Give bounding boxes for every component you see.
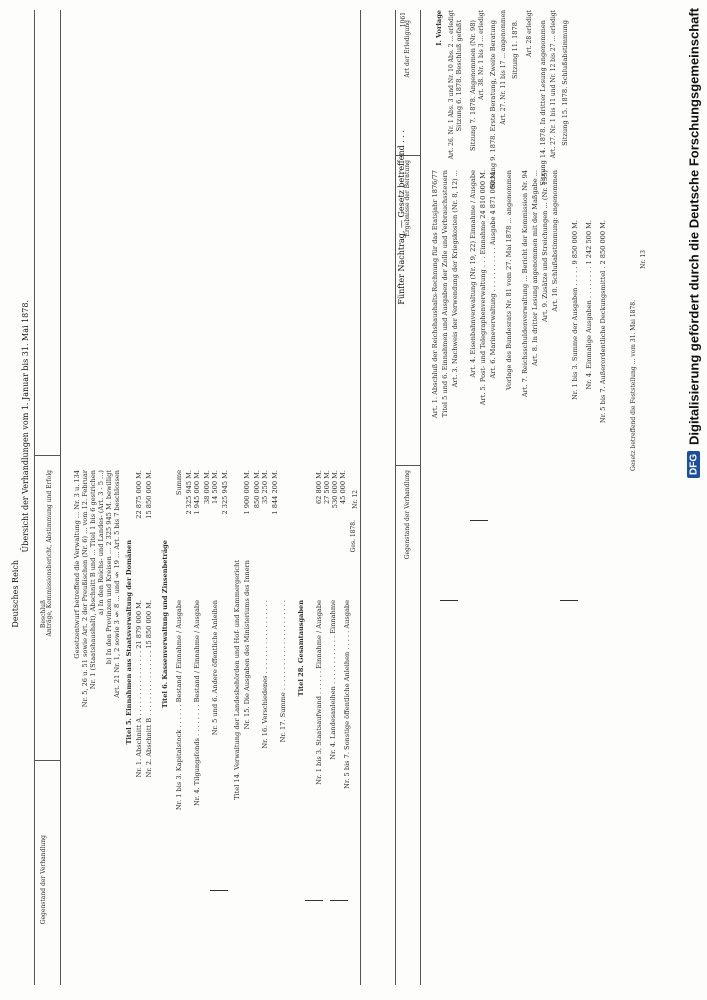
dfg-watermark — [683, 8, 705, 968]
right-line-2: Titel 5 und 6. Einnahmen und Ausgaben der Zolle und Verbrauchssteuern — [441, 170, 449, 418]
right-result: Sitzung 7. 1878. Angenommen (Nr. 98) — [469, 20, 477, 151]
left-line-2: Nr. 5, 26 u. 51 sowie Art. 2 der Preußischen (Nr. 6) ... vom 12. Februar — [81, 470, 89, 708]
right-line-10: Art. 9. Zusätze und Streichungen ... (Nr. 135) — [541, 170, 549, 322]
left-line-9: Nr. 2. Abschnitt B . . . . . . . . . . . . . . . . 15 850 000 M. — [145, 600, 153, 778]
right-result: Sitzung 9. 1878. Erste Beratung, Zweite Beratung — [489, 20, 497, 189]
left-line-17: Nr. 17. Summe . . . . . . . . . . . . . . . . . . . . . . — [279, 600, 287, 743]
left-line-8: Nr. 1. Abschnitt A . . . . . . . . . . . . . . . . 21 879 000 M. — [135, 600, 143, 778]
right-line-8: Art. 7. Reichsschuldenverwaltung ... Bericht der Kommission Nr. 94 — [521, 170, 529, 398]
left-value: 1 900 000 M. — [243, 470, 251, 515]
left-col1-header: Gegenstand der Verhandlung — [40, 835, 47, 925]
left-col3-header: Anträge, Kommissionsbericht, Abstimmung und Erfolg — [46, 470, 53, 637]
rule-dash — [470, 520, 488, 521]
right-line-15: Gesetz betreffend die Feststellung ... vom 31. Mai 1878. — [630, 300, 637, 471]
right-col3-header: Art der Erledigung — [404, 20, 411, 78]
left-header-rule — [34, 455, 60, 456]
left-value: 62 800 M. — [315, 470, 323, 505]
right-header-line — [395, 10, 396, 985]
right-line-11: Art. 10. Schlußabstimmung: angenommen — [551, 170, 559, 312]
right-result: Sitzung 6. 1878. Beschluß gefaßt — [455, 20, 463, 132]
left-line-15: Nr. 15. Die Ausgaben des Ministeriums des Innern — [243, 560, 251, 730]
left-col2-header: Beschluß — [40, 600, 47, 629]
left-value: 35 250 M. — [261, 470, 269, 505]
rule-dash — [560, 600, 578, 601]
right-line-1: Art. 1. Abschluß der Reichshaushalts-Rechnung für das Etatsjahr 1876/77 — [431, 170, 439, 419]
left-value: 1 945 000 M. — [193, 470, 201, 515]
left-page-number: Nr. 12 — [352, 490, 359, 509]
left-value: 45 000 M. — [339, 470, 347, 505]
right-page-number-top: 1061 — [400, 12, 407, 28]
left-value: 14 500 M. — [211, 470, 219, 505]
left-line-20: Nr. 4. Landesanleihen . . . . . . . . . . . . Einnahme — [329, 600, 337, 760]
right-line-12: Nr. 1 bis 3. Summe der Ausgaben . . . . . 9 850 000 M. — [571, 220, 579, 400]
right-line-13: Nr. 4. Einmalige Ausgaben . . . . . . . . 1 242 500 M. — [585, 220, 593, 390]
left-line-19: Nr. 1 bis 3. Staatsaufwand . . . . . . Einnahme / Ausgabe — [315, 600, 323, 785]
left-value: 15 850 000 M. — [145, 470, 153, 519]
right-col1-header: Gegenstand der Verhandlung — [404, 470, 411, 560]
right-title: Fünfter Nachtrag. — Gesetz betreffend . . . — [397, 130, 406, 305]
left-title: Übersicht der Verhandlungen vom 1. Januar bis 31. Mai 1878. — [21, 300, 30, 553]
left-line-10: Titel 6. Kassenverwaltung und Zinsenbeträge — [161, 540, 169, 709]
right-result: Sitzung 15. 1878. Schlußabstimmung — [561, 20, 569, 146]
right-outcome: Art. 26. Nr. 1 Abs. 3 und Nr. 10 Abs. 2 ... erledigt — [448, 10, 455, 160]
left-line-16: Nr. 16. Verschiedenes . . . . . . . . . . . . . . . . . . — [261, 600, 269, 749]
left-line-5: b) In den Provinzen und Kreisen ... 2 325 945 M. bewilligt — [105, 470, 113, 665]
left-value: 22 875 000 M. — [135, 470, 143, 519]
left-line-11: Nr. 1 bis 3. Kapitalstock . . . . . . Bestand / Einnahme / Ausgabe — [175, 600, 183, 811]
left-value: 2 325 945 M. — [185, 470, 193, 515]
left-line-21: Nr. 5 bis 7. Sonstige öffentliche Anleihen . . . . . Ausgabe — [343, 600, 351, 789]
right-col2-header: Ergebnisse der Beratung — [404, 160, 411, 237]
left-line-7: Titel 5. Einnahmen aus Staatsverwaltung der Domänen — [125, 540, 133, 745]
right-outcome: I. Vorlage — [435, 10, 443, 46]
dfg-logo: DFG — [688, 451, 701, 478]
left-line-13: Nr. 5 und 6. Andere öffentliche Anleihen — [211, 600, 219, 736]
left-header-rule-2 — [34, 760, 60, 761]
left-country: Deutsches Reich — [11, 560, 20, 628]
right-outcome: Art. 27. Nr. 1 bis 11 und Nr. 12 bis 27 ... erledigt — [550, 10, 557, 159]
right-line-14: Nr. 5 bis 7. Außerordentliche Deckungsmittel . 2 850 000 M. — [599, 220, 607, 424]
left-value: 2 325 945 M. — [221, 470, 229, 515]
left-value: 27 500 M. — [323, 470, 331, 505]
left-line-12: Nr. 4. Tilgungsfonds . . . . . . . . Bestand / Einnahme / Ausgabe — [193, 600, 201, 807]
right-frame-line — [420, 10, 421, 985]
right-result: Sitzung 11. 1878. — [511, 20, 519, 80]
rule-dash — [210, 890, 228, 891]
center-divider — [360, 10, 361, 985]
right-line-3: Art. 3. Nachweis der Verwendung der Kriegskosten (Nr. 8, 12) ... — [451, 170, 459, 388]
right-outcome: Art. 27. Nr. 11 bis 17 ... angenommen — [500, 10, 507, 125]
right-line-6: Art. 6. Marineverwaltung . . . . . . . . . . . Ausgabe 4 871 000 M. — [489, 170, 497, 379]
left-value: 1 844 200 M. — [271, 470, 279, 515]
left-frame-line — [60, 10, 61, 985]
left-line-18: Titel 28. Gesamtausgaben — [297, 600, 305, 697]
left-value: 38 000 M. — [203, 470, 211, 505]
rule-dash — [305, 900, 323, 901]
watermark-text: Digitalisierung gefördert durch die Deutsche Forschungsgemeinschaft — [686, 8, 702, 446]
left-line-1: Gesetzentwurf betreffend die Verwaltung ... Nr. 3 u. 134 — [73, 470, 81, 659]
right-result: Sitzung 14. 1878. In dritter Lesung angenommen — [539, 20, 547, 186]
left-header-line — [34, 10, 35, 985]
right-outcome: Art. 38. Nr. 1 bis 3 ... erledigt — [478, 10, 485, 100]
right-outcome: Art. 28 erledigt — [526, 10, 533, 57]
right-page-number: Nr. 13 — [640, 250, 647, 269]
left-value: Summe — [175, 470, 183, 496]
left-line-3: Nr. 1 (Staatshaushalt), Abschnitt B und ... Titel 1 bis 6 gestrichen — [89, 470, 97, 690]
right-header-rule-2 — [395, 465, 420, 466]
left-value: 850 000 M. — [253, 470, 261, 509]
left-line-22: Ges. 1878. — [350, 520, 357, 553]
rule-dash — [440, 600, 458, 601]
left-line-4: a) In den Reichs- und Landes- (Art. 3 - 5 ...) — [97, 470, 105, 615]
right-line-9: Art. 8. In dritter Lesung angenommen mit der Maßgabe ... — [531, 170, 539, 366]
right-line-7: Vorlage des Bundesrats Nr. 81 vom 27. Mai 1878 ... angenommen — [505, 170, 513, 391]
right-line-5: Art. 5. Post- und Telegraphenverwaltung . . . Einnahme 24 810 000 M. — [479, 170, 487, 406]
left-line-14: Titel 14. Verwaltung der Landesbehörden und Hof- und Kammergericht — [233, 560, 241, 800]
right-line-4: Art. 4. Eisenbahnverwaltung (Nr. 19, 22) Einnahme / Ausgabe — [469, 170, 477, 378]
left-line-6: Art. 21 Nr. 1, 2 sowie 3 § 8 ... und § 19 ... Art. 5 bis 7 beschlossen — [113, 470, 121, 698]
left-value: 530 000 M. — [331, 470, 339, 509]
rule-dash — [330, 900, 348, 901]
